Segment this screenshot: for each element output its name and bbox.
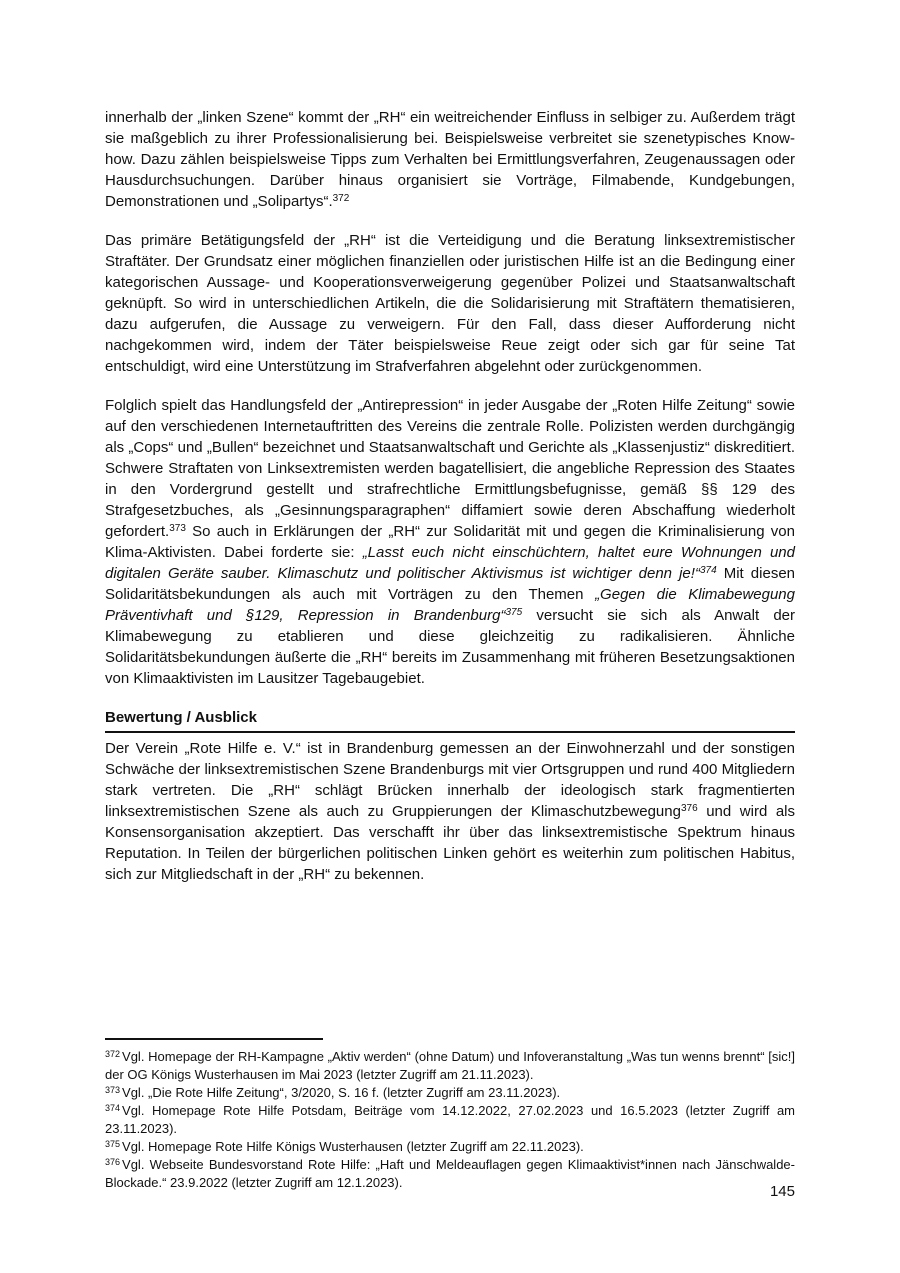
paragraph [105, 738, 795, 885]
footnote-ref-375: 375 [505, 607, 523, 618]
footnotes-section [105, 1038, 795, 1192]
paragraph-text: So auch in Erklärungen der „RH“ zur Solidarität mit und gegen die Kriminalisierung von Klima-Aktivisten. Dabei forderte sie: [105, 523, 795, 561]
footnote-text: Vgl. Homepage der RH-Kampagne „Aktiv werden“ (ohne Datum) und Infoveranstaltung „Was tun wenns brennt“ [sic!] der OG Königs Wusterhausen im Mai 2023 (letzter Zugriff am 21.11.2023). [105, 1049, 795, 1082]
footnote-text: Vgl. „Die Rote Hilfe Zeitung“, 3/2020, S. 16 f. (letzter Zugriff am 23.11.2023). [122, 1085, 561, 1100]
paragraph-text: Folglich spielt das Handlungsfeld der „Antirepression“ in jeder Ausgabe der „Roten Hilfe Zeitung“ sowie auf den verschiedenen Internetauftritten des Vereins die zentrale Rolle. Polizisten werden durchgängig als „Cops“ und „Bullen“ bezeichnet und Staatsanwaltschaft und Gerichte als „Klassenjustiz“ diskreditiert. Schwere Straftaten von Linksextremisten werden bagatellisiert, die angebliche Repression des Staates in den Vordergrund gestellt und strafrechtliche Ermittlungsbefugnisse, gemäß §§ 129 des Strafgesetzbuches, als „Gesinnungsparagraphen“ diffamiert sowie deren Abschaffung wiederholt gefordert. [105, 397, 795, 540]
paragraph-text: Der Verein „Rote Hilfe e. V.“ ist in Brandenburg gemessen an der Einwohnerzahl und der sonstigen Schwäche der linksextremistischen Szene Brandenburgs mit vier Ortsgruppen und rund 400 Mitgliedern stark vertreten. Die „RH“ schlägt Brücken innerhalb der ideologisch stark fragmentierten linksextremistischen Szene als auch zu Gruppierungen der Klimaschutzbewegung [105, 740, 795, 820]
content-column [105, 107, 795, 885]
footnote-ref-376: 376 [680, 803, 698, 814]
footnote [105, 1048, 795, 1084]
footnote [105, 1156, 795, 1192]
paragraph-text: Mit diesen Solidaritätsbekundungen als auch mit Vorträgen zu den Themen [105, 565, 795, 603]
footnote-ref-373: 373 [169, 523, 186, 534]
footnote [105, 1084, 795, 1102]
paragraph-text: innerhalb der „linken Szene“ kommt der „RH“ ein weitreichender Einfluss in selbiger zu. Außerdem trägt sie maßgeblich zu ihrer Professionalisierung bei. Beispielsweise verbreitet sie szenetypisches Know-how. Dazu zählen beispielsweise Tipps zum Verhalten bei Ermittlungsverfahren, Zeugenaussagen oder Hausdurchsuchungen. Darüber hinaus organisiert sie Vorträge, Filmabende, Kundgebungen, Demonstrationen und „Solipartys“. [105, 109, 795, 210]
paragraph [105, 107, 795, 212]
footnote-text: Vgl. Homepage Rote Hilfe Potsdam, Beiträge vom 14.12.2022, 27.02.2023 und 16.5.2023 (letzter Zugriff am 23.11.2023). [105, 1103, 795, 1136]
footnote-separator [105, 1038, 323, 1040]
footnote-text: Vgl. Homepage Rote Hilfe Königs Wusterhausen (letzter Zugriff am 22.11.2023). [122, 1139, 584, 1154]
footnote-ref-374: 374 [699, 565, 717, 576]
footnote [105, 1102, 795, 1138]
footnote-number: 376 [105, 1157, 121, 1167]
section-heading: Bewertung / Ausblick [105, 709, 257, 726]
footnote-number: 372 [105, 1049, 121, 1059]
footnote-number: 374 [105, 1103, 121, 1113]
paragraph-text: versucht sie sich als Anwalt der Klimabewegung zu etablieren und diese gleichzeitig zu radikalisieren. Ähnliche Solidaritätsbekundungen äußerte die „RH“ bereits im Zusammenhang mit früheren Besetzungsaktionen von Klimaaktivisten im Lausitzer Tagebaugebiet. [105, 607, 795, 687]
paragraph-text: und wird als Konsensorganisation akzeptiert. Das verschafft ihr über das linksextremistische Spektrum hinaus Reputation. In Teilen der bürgerlichen politischen Linken gehört es weiterhin zum politischen Habitus, sich zur Mitgliedschaft in der „RH“ zu bekennen. [105, 803, 796, 883]
footnote-number: 375 [105, 1139, 121, 1149]
footnote-number: 373 [105, 1085, 121, 1095]
paragraph [105, 395, 795, 689]
quote-italic: „Gegen die Klimabewegung Präventivhaft und §129, Repression in Brandenburg“ [105, 586, 795, 624]
footnote [105, 1138, 795, 1156]
footnote-text: Vgl. Webseite Bundesvorstand Rote Hilfe: „Haft und Meldeauflagen gegen Klimaaktivist*innen nach Jänschwalde-Blockade.“ 23.9.2022 (letzter Zugriff am 12.1.2023). [105, 1157, 795, 1190]
quote-italic: „Lasst euch nicht einschüchtern, haltet eure Wohnungen und digitalen Geräte sauber. Klimaschutz und politischer Aktivismus ist wichtiger denn je!“ [105, 544, 795, 582]
paragraph-text: Das primäre Betätigungsfeld der „RH“ ist die Verteidigung und die Beratung linksextremistischer Straftäter. Der Grundsatz einer möglichen finanziellen oder juristischen Hilfe ist an die Bedingung einer kategorischen Aussage- und Kooperationsverweigerung gegenüber Polizei und Staatsanwaltschaft geknüpft. So wird in unterschiedlichen Artikeln, die die Solidarisierung mit Straftätern thematisieren, dazu aufgerufen, die Aussage zu verweigern. Für den Fall, dass dieser Aufforderung nicht nachgekommen wird, indem der Täter beispielsweise Reue zeigt oder sich gar für seine Tat entschuldigt, wird eine Unterstützung im Strafverfahren abgelehnt oder zurückgenommen. [105, 232, 795, 375]
paragraph [105, 230, 795, 377]
heading-rule [105, 731, 795, 733]
footnote-ref-372: 372 [332, 193, 350, 204]
page-number: 145 [769, 1183, 795, 1200]
